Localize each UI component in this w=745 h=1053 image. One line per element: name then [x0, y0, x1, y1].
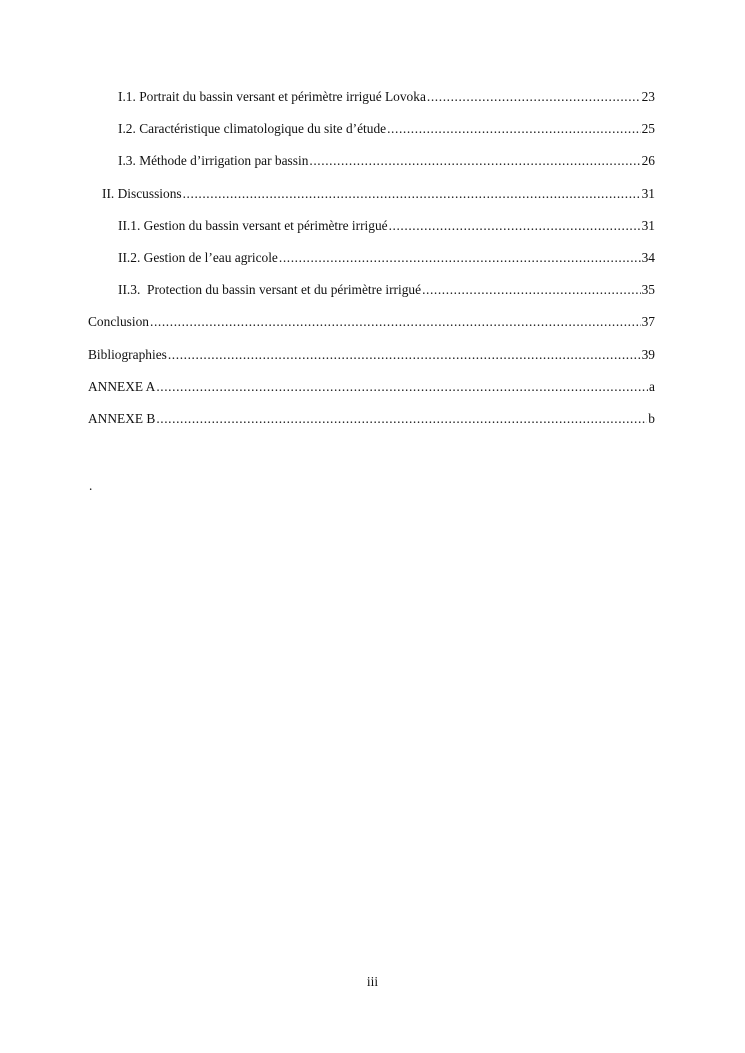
table-of-contents [88, 86, 655, 440]
toc-entry-page: b [648, 410, 655, 426]
toc-dot-leader [422, 279, 641, 301]
toc-entry-page: 23 [641, 89, 655, 104]
toc-entry[interactable] [88, 215, 655, 247]
toc-dot-leader [309, 150, 640, 172]
toc-dot-leader [279, 247, 641, 269]
toc-dot-leader [156, 376, 648, 398]
toc-entry-title: ANNEXE A [88, 378, 156, 394]
toc-entry-title: II. Discussions [102, 185, 182, 201]
toc-entry-page: 25 [641, 121, 655, 137]
toc-entry[interactable] [88, 344, 655, 376]
toc-entry-page: 31 [641, 185, 655, 201]
toc-entry-title: ANNEXE B [88, 410, 156, 426]
toc-entry-page: 35 [641, 282, 655, 298]
stray-period-mark: . [89, 478, 93, 493]
toc-entry-page: 26 [641, 153, 655, 169]
toc-dot-leader [389, 215, 641, 237]
toc-dot-leader [427, 86, 641, 108]
page-number: iii [366, 974, 379, 989]
toc-entry-title: I.3. Méthode d’irrigation par bassin [118, 153, 309, 169]
toc-dot-leader [387, 118, 641, 140]
toc-entry[interactable] [88, 408, 655, 440]
toc-entry[interactable] [88, 183, 655, 215]
toc-dot-leader [168, 344, 641, 366]
toc-entry[interactable] [88, 376, 655, 408]
toc-dot-leader [183, 183, 641, 205]
toc-entry[interactable] [88, 247, 655, 279]
toc-entry-page: 37 [641, 314, 655, 330]
toc-entry-title: Conclusion [88, 314, 150, 330]
toc-entry-title: II.2. Gestion de l’eau agricole [118, 249, 278, 265]
toc-entry[interactable] [88, 150, 655, 182]
toc-dot-leader [156, 408, 647, 430]
toc-entry-title: II.1. Gestion du bassin versant et périmètre irrigué [118, 217, 388, 233]
toc-entry-page: 39 [641, 346, 655, 362]
toc-entry-title: I.2. Caractéristique climatologique du site d’étude [118, 121, 387, 137]
toc-entry-page: a [649, 378, 655, 394]
toc-entry[interactable] [88, 279, 655, 311]
toc-entry[interactable] [88, 86, 655, 118]
toc-entry-page: 34 [641, 249, 655, 265]
toc-entry-title: II.3. Protection du bassin versant et du périmètre irrigué [118, 282, 422, 298]
toc-entry[interactable] [88, 118, 655, 150]
toc-entry[interactable] [88, 311, 655, 343]
toc-entry-title: I.1. Portrait du bassin versant et périmètre irrigué Lovoka [118, 89, 426, 104]
toc-entry-title: Bibliographies [88, 346, 167, 362]
toc-entry-page: 31 [641, 217, 655, 233]
toc-dot-leader [150, 311, 641, 333]
